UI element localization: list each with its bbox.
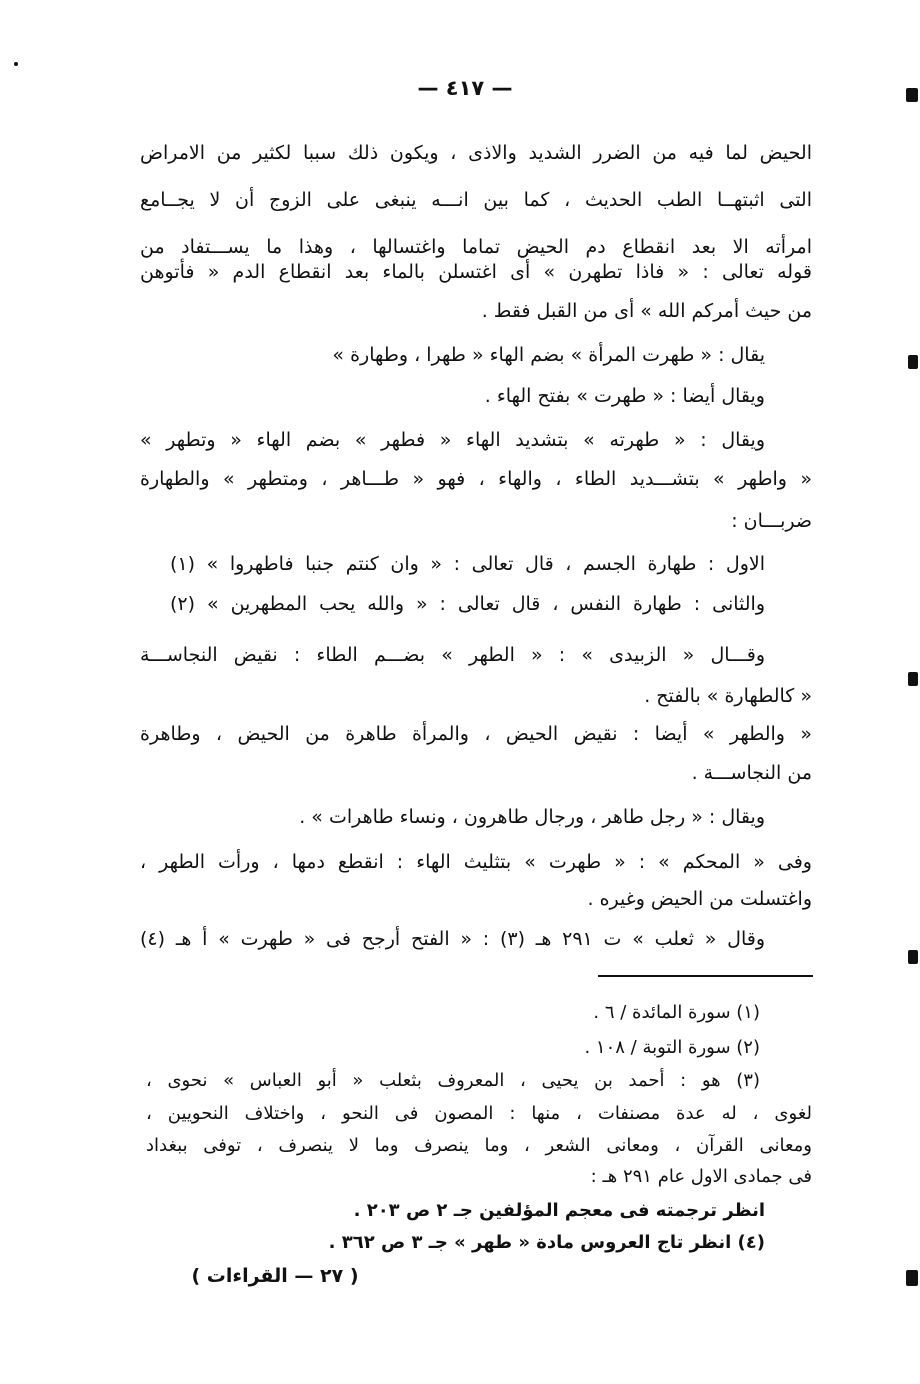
body-line: امرأته الا بعد انقطاع دم الحيض تماما واغتسالها ، وهذا ما يســـتفاد من (140, 236, 812, 258)
footnote-line: فى جمادى الاول عام ٢٩١ هـ : (590, 1166, 812, 1187)
scan-margin-mark (908, 950, 918, 964)
body-line: التى اثبتهــا الطب الحديث ، كما بين انـــه ينبغى على الزوج أن لا يجــامع (140, 189, 812, 211)
footnote-line: ومعانى القرآن ، ومعانى الشعر ، وما ينصرف وما لا ينصرف ، توفى ببغداد (146, 1135, 812, 1156)
body-line: ويقال : « طهرته » بتشديد الهاء « فطهر » بضم الهاء « وتطهر » (140, 429, 765, 451)
scan-margin-mark (906, 88, 918, 102)
body-line: وقال « ثعلب » ت ٢٩١ هـ (٣) : « الفتح أرجح فى « طهرت » أ هـ (٤) (140, 928, 765, 950)
footnote-line: انظر ترجمته فى معجم المؤلفين جـ ٢ ص ٢٠٣ . (353, 1200, 765, 1221)
scan-margin-mark (906, 1270, 918, 1286)
body-line: واغتسلت من الحيض وغيره . (587, 888, 812, 910)
body-line: الاول : طهارة الجسم ، قال تعالى : « وان كنتم جنبا فاطهروا » (١) (170, 553, 765, 575)
body-line: ضربـــان : (731, 510, 812, 532)
body-line: « والطهر » أيضا : نقيض الحيض ، والمرأة طاهرة من الحيض ، وطاهرة (140, 723, 812, 745)
body-line: الحيض لما فيه من الضرر الشديد والاذى ، ويكون ذلك سببا لكثير من الامراض (140, 142, 812, 164)
scan-margin-mark (908, 355, 918, 369)
footnote-line: لغوى ، له عدة مصنفات ، منها : المصون فى النحو ، واختلاف النحويين ، (146, 1103, 812, 1124)
body-line: والثانى : طهارة النفس ، قال تعالى : « والله يحب المطهرين » (٢) (170, 593, 765, 615)
body-line: ويقال أيضا : « طهرت » بفتح الهاء . (484, 385, 765, 407)
body-line: من حيث أمركم الله » أى من القبل فقط . (481, 300, 812, 322)
body-line: قوله تعالى : « فاذا تطهرن » أى اغتسلن بالماء بعد انقطاع الدم « فأتوهن (140, 261, 812, 283)
scan-speck (14, 62, 18, 66)
body-line: وقـــال « الزبيدى » : « الطهر » بضـــم الطاء : نقيض النجاســـة (140, 644, 765, 666)
body-line: « واطهر » بتشـــديد الطاء ، والهاء ، فهو « طـــاهر ، ومتطهر » والطهارة (140, 468, 812, 490)
footnote-separator (598, 975, 813, 977)
footnote-line: (١) سورة المائدة / ٦ . (593, 1002, 760, 1023)
body-line: يقال : « طهرت المرأة » بضم الهاء « طهرا ، وطهارة » (332, 344, 765, 366)
body-line: من النجاســـة . (691, 762, 812, 784)
footnote-line: (٢) سورة التوبة / ١٠٨ . (584, 1037, 760, 1058)
footnote-line: (٣) هو : أحمد بن يحيى ، المعروف بثعلب « أبو العباس » نحوى ، (146, 1070, 760, 1091)
page-signature: ( ٢٧ — القراءات ) (191, 1265, 359, 1287)
body-line: « كالطهارة » بالفتح . (644, 685, 812, 707)
body-line: وفى « المحكم » : « طهرت » بتثليث الهاء : انقطع دمها ، ورأت الطهر ، (140, 851, 812, 873)
scan-margin-mark (908, 672, 918, 686)
page-number: — ٤١٧ — (417, 76, 513, 100)
body-line: ويقال : « رجل طاهر ، ورجال طاهرون ، ونساء طاهرات » . (299, 806, 765, 828)
footnote-line: (٤) انظر تاج العروس مادة « طهر » جـ ٣ ص ٣٦٢ . (328, 1232, 765, 1253)
